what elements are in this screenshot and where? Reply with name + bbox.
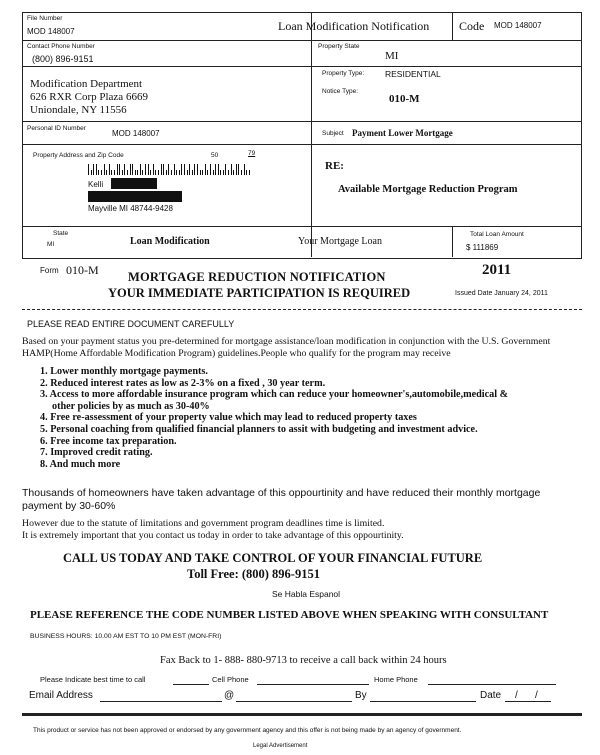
read-notice: PLEASE READ ENTIRE DOCUMENT CAREFULLY (27, 319, 235, 329)
recipient-city: Mayville MI 48744-9428 (88, 204, 173, 213)
list-item: 5. Personal coaching from qualified financial planners to assit with budgeting and investment advice. (40, 423, 478, 435)
home-phone-label: Home Phone (374, 675, 418, 684)
barcode-number-b: 79 (248, 150, 256, 157)
barcode-bar (122, 170, 123, 175)
intro-paragraph: Based on your payment status you pre-determined for mortgage assistance/loan modification in conjunction with the U.S. Government HAMP(Home Affordable Modification Program) guidelines.People who qualify for the program may receive (22, 336, 551, 359)
property-type-label: Property Type: (322, 70, 365, 77)
barcode-bar (101, 170, 102, 175)
redaction-bar (111, 178, 157, 189)
total-loan-value: $ 111869 (466, 243, 499, 252)
list-item: 1. Lower monthly mortgage payments. (40, 366, 208, 377)
spanish-note: Se Habla Espanol (272, 589, 341, 599)
date-separator: / (535, 690, 538, 701)
barcode-bar (236, 164, 237, 175)
notice-type-value: 010-M (389, 93, 420, 105)
sender-line: Uniondale, NY 11556 (30, 104, 127, 116)
email-field[interactable] (100, 701, 222, 702)
best-time-field[interactable] (173, 684, 209, 685)
issued-date: Issued Date January 24, 2011 (455, 290, 548, 297)
contact-phone-label: Contact Phone Number (27, 43, 95, 50)
barcode-bar (166, 170, 167, 175)
barcode-bar (213, 170, 214, 175)
barcode-bar (93, 164, 94, 175)
barcode-bar (225, 164, 226, 175)
property-type-value: RESIDENTIAL (385, 69, 441, 79)
sender-line: Modification Department (30, 78, 143, 90)
list-item: 6. Free income tax preparation. (40, 435, 177, 447)
subject-value: Payment Lower Mortgage (352, 128, 453, 138)
barcode-bar (187, 170, 188, 175)
barcode-bar (205, 164, 206, 175)
date-field[interactable] (505, 701, 551, 702)
barcode-bar (130, 164, 131, 175)
cell-phone-field[interactable] (257, 684, 369, 685)
header-grid (22, 12, 582, 259)
at-sign: @ (224, 690, 235, 701)
barcode-bar (98, 170, 99, 175)
list-item: 2. Reduced interest rates as low as 2-3% on a fixed , 30 year term. (40, 377, 326, 389)
barcode-bar (127, 170, 128, 175)
property-state-label: Property State (318, 43, 360, 50)
call-to-action: CALL US TODAY AND TAKE CONTROL OF YOUR FINANCIAL FUTURE (63, 551, 483, 565)
dashed-divider (22, 309, 582, 310)
code-label: Code (459, 19, 485, 33)
barcode-bar (111, 170, 112, 175)
notice-title-line1: MORTGAGE REDUCTION NOTIFICATION (128, 270, 386, 284)
barcode-bar (158, 170, 159, 175)
total-loan-label: Total Loan Amount (470, 231, 524, 238)
barcode-bar (153, 164, 154, 175)
barcode-bar (145, 164, 146, 175)
date-label: Date (480, 690, 502, 701)
barcode-bar (163, 164, 164, 175)
barcode-bar (148, 164, 149, 175)
list-item: other policies by as much as 30-40% (52, 400, 210, 412)
barcode-bar (220, 170, 221, 175)
file-number-value: MOD 148007 (27, 27, 75, 36)
barcode-bar (249, 170, 250, 175)
barcode-bar (150, 170, 151, 175)
barcode-bar (228, 170, 229, 175)
barcode-bar (176, 170, 177, 175)
sender-line: 626 RXR Corp Plaza 6669 (30, 91, 148, 103)
barcode-bar (181, 164, 182, 175)
barcode-bar (223, 170, 224, 175)
barcode-bar (88, 164, 89, 175)
subject-label: Subject (322, 130, 344, 137)
barcode-bar (124, 164, 125, 175)
barcode-bar (184, 164, 185, 175)
email-label: Email Address (29, 690, 93, 701)
barcode-bar (109, 164, 110, 175)
form-value: 010-M (66, 263, 99, 277)
footer-divider (22, 713, 582, 716)
by-field[interactable] (370, 701, 476, 702)
re-text: Available Mortgage Reduction Program (338, 184, 518, 195)
barcode-bar (140, 164, 141, 175)
barcode-bar (202, 170, 203, 175)
redaction-bar (88, 191, 182, 202)
toll-free-number: Toll Free: (800) 896-9151 (187, 567, 320, 581)
barcode-bar (231, 164, 232, 175)
barcode-bar (132, 164, 133, 175)
barcode-bar (241, 170, 242, 175)
business-hours: BUSINESS HOURS: 10.00 AM EST TO 10 PM EST (MON-FRI) (30, 633, 222, 640)
personal-id-label: Personal ID Number (27, 125, 86, 132)
benefits-list (40, 366, 580, 470)
by-label: By (355, 690, 367, 701)
home-phone-field[interactable] (428, 684, 556, 685)
barcode-bar (96, 164, 97, 175)
barcode-number-a: 50 (211, 152, 219, 159)
barcode-bar (215, 164, 216, 175)
list-item: 7. Improved credit rating. (40, 447, 153, 459)
barcode-bar (218, 164, 219, 175)
barcode-bar (155, 170, 156, 175)
barcode-bar (104, 164, 105, 175)
barcode-bar (106, 170, 107, 175)
barcode-bar (207, 170, 208, 175)
barcode-bar (192, 170, 193, 175)
postal-barcode (88, 164, 251, 176)
property-state-value: MI (385, 50, 399, 62)
barcode-bar (238, 164, 239, 175)
your-mortgage-loan-label: Your Mortgage Loan (298, 236, 382, 247)
barcode-bar (179, 170, 180, 175)
barcode-bar (246, 170, 247, 175)
loan-modification-label: Loan Modification (130, 236, 210, 247)
notification-title: Loan Modification Notification (278, 19, 430, 33)
barcode-bar (142, 170, 143, 175)
barcode-bar (114, 170, 115, 175)
statute-line-2: It is extremely important that you contact us today in order to take advantage of this oppourtinity. (22, 530, 404, 541)
re-label: RE: (325, 160, 344, 172)
statute-line-1: However due to the statute of limitations and government program deadlines time is limited. (22, 518, 385, 529)
list-item: 4. Free re-assessment of your property value which may lead to reduced property taxes (40, 412, 417, 424)
disclaimer: This product or service has not been approved or endorsed by any government agency and this offer is not being made by an agency of government. (33, 727, 462, 734)
contact-phone-value: (800) 896-9151 (32, 54, 94, 64)
file-number-label: File Number (27, 15, 63, 22)
barcode-bar (117, 164, 118, 175)
barcode-bar (119, 164, 120, 175)
list-item: 3. Access to more affordable insurance program which can reduce your homeowner's,automobile,medical & (40, 389, 509, 401)
best-time-label: Please Indicate best time to call (40, 675, 146, 684)
form-label: Form (40, 266, 59, 275)
code-value: MOD 148007 (494, 21, 542, 30)
barcode-bar (135, 170, 136, 175)
legal-advertisement: Legal Advertisement (253, 743, 308, 749)
barcode-bar (161, 164, 162, 175)
date-separator: / (515, 690, 518, 701)
barcode-bar (233, 170, 234, 175)
notice-title-line2: YOUR IMMEDIATE PARTICIPATION IS REQUIRED (108, 286, 411, 300)
recipient-name: Kelli (88, 180, 104, 189)
personal-id-value: MOD 148007 (112, 129, 160, 138)
email-domain-field[interactable] (236, 701, 352, 702)
barcode-bar (171, 170, 172, 175)
property-address-label: Property Address and Zip Code (33, 152, 124, 159)
barcode-bar (91, 170, 92, 175)
sender-address (30, 78, 148, 117)
fax-back-line: Fax Back to 1- 888- 880-9713 to receive a call back within 24 hours (160, 655, 447, 666)
barcode-bar (194, 164, 195, 175)
barcode-bar (137, 170, 138, 175)
barcode-bar (197, 164, 198, 175)
barcode-bar (200, 170, 201, 175)
barcode-bar (168, 164, 169, 175)
barcode-bar (174, 164, 175, 175)
cell-phone-label: Cell Phone (212, 675, 249, 684)
thousands-paragraph: Thousands of homeowners have taken advantage of this oppourtinity and have reduced their monthly mortgage payment by 30-60% (22, 487, 541, 512)
state-label: State (53, 230, 69, 237)
barcode-bar (189, 164, 190, 175)
barcode-bar (210, 164, 211, 175)
barcode-bar (244, 164, 245, 175)
reference-instruction: PLEASE REFERENCE THE CODE NUMBER LISTED ABOVE WHEN SPEAKING WITH CONSULTANT (30, 609, 549, 621)
notice-year: 2011 (482, 262, 512, 278)
notice-type-label: Notice Type: (322, 88, 359, 95)
state-value: MI (47, 241, 55, 248)
list-item: 8. And much more (40, 458, 121, 470)
